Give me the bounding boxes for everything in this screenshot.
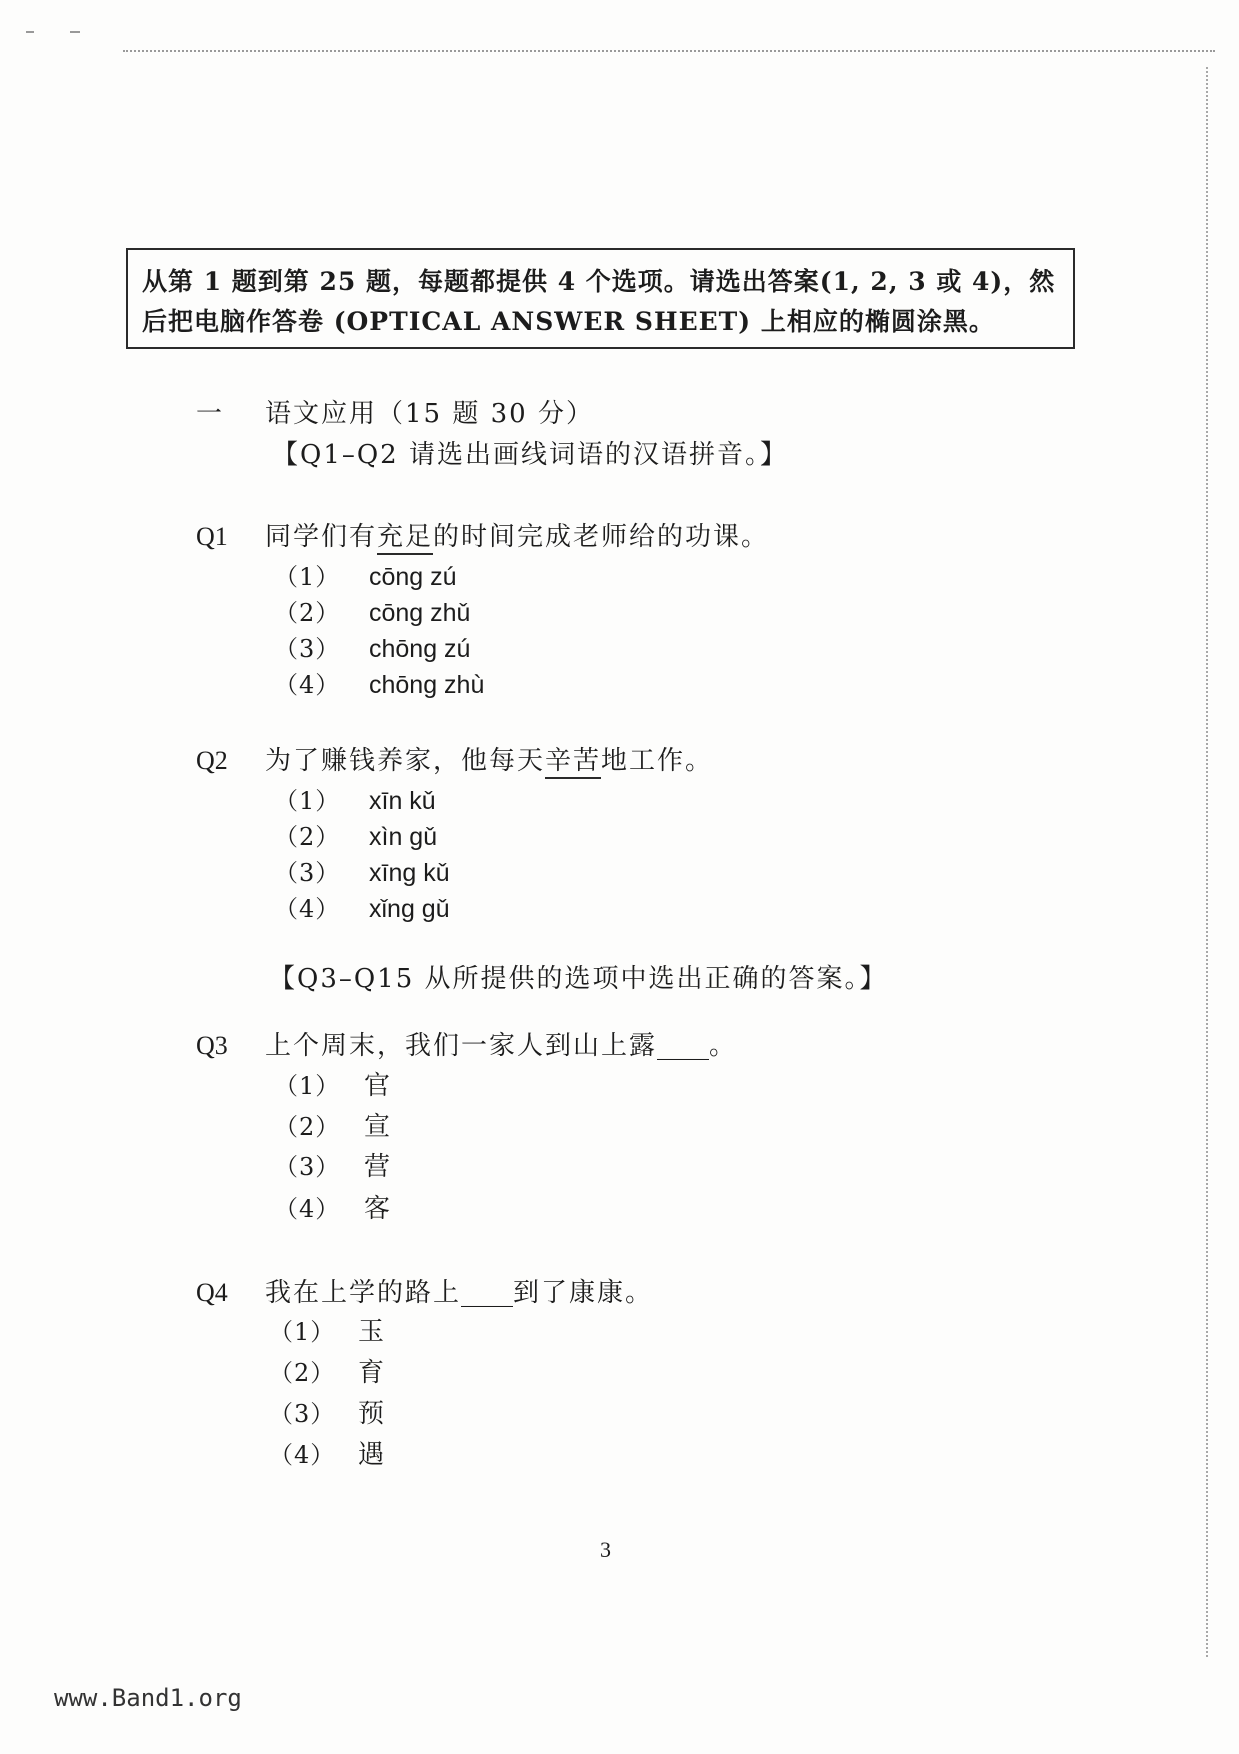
option-label: （3） — [274, 1153, 341, 1181]
option-label: （2） — [274, 599, 341, 627]
option-text: 宣 — [364, 1112, 391, 1142]
question-label: Q2 — [196, 746, 228, 775]
scan-mark — [70, 31, 80, 33]
option-label: （2） — [274, 1113, 341, 1141]
option-text: cōng zú — [369, 563, 457, 591]
instruction-box — [126, 248, 1075, 349]
underlined-word: 充足 — [377, 522, 433, 555]
question-label: Q4 — [196, 1278, 228, 1307]
footer-url: www.Band1.org — [54, 1684, 242, 1712]
option-text: xīn kǔ — [369, 787, 436, 815]
question-stem — [265, 1278, 653, 1308]
stem-text: 上个周末，我们一家人到山上露 — [265, 1031, 658, 1061]
sub-instruction: 【Q1–Q2 请选出画线词语的汉语拼音。】 — [272, 440, 788, 470]
option-text: 客 — [364, 1194, 391, 1224]
instruction-box-line: 后把电脑作答卷 (OPTICAL ANSWER SHEET) 上相应的椭圆涂黑。 — [142, 307, 995, 336]
option-label: （4） — [269, 1441, 336, 1469]
answer-blank: ____ — [461, 1278, 514, 1308]
option-text: chōng zhù — [369, 671, 485, 699]
option-text: 玉 — [358, 1317, 385, 1347]
option-label: （3） — [269, 1400, 336, 1428]
option-text: xǐng gǔ — [369, 895, 450, 923]
section-number: 一 — [196, 399, 225, 429]
option-text: xìn gǔ — [369, 823, 438, 851]
option-label: （1） — [274, 563, 341, 591]
option-text: xīng kǔ — [369, 859, 450, 887]
option-text: 官 — [364, 1071, 391, 1101]
question-stem — [265, 522, 769, 552]
question-label: Q1 — [196, 522, 228, 551]
section-title: 语文应用（15 题 30 分） — [265, 399, 594, 429]
option-text: 预 — [358, 1399, 385, 1429]
answer-blank: ____ — [657, 1031, 710, 1061]
scan-edge-top — [123, 50, 1215, 52]
scan-edge-right — [1206, 67, 1208, 1657]
option-label: （1） — [274, 1072, 341, 1100]
stem-text: 同学们有 — [265, 522, 378, 552]
option-label: （2） — [269, 1359, 336, 1387]
option-label: （4） — [274, 895, 341, 923]
underlined-word: 辛苦 — [545, 746, 601, 779]
option-text: 育 — [358, 1358, 385, 1388]
instruction-box-line: 从第 1 题到第 25 题，每题都提供 4 个选项。请选出答案(1, 2, 3 或 4)，然 — [142, 267, 1056, 296]
stem-text: 的时间完成老师给的功课。 — [433, 522, 770, 552]
sub-instruction: 【Q3–Q15 从所提供的选项中选出正确的答案。】 — [269, 964, 888, 994]
question-stem — [265, 1031, 737, 1061]
option-label: （2） — [274, 823, 341, 851]
option-label: （1） — [269, 1318, 336, 1346]
page-number: 3 — [600, 1537, 611, 1562]
stem-text: 地工作。 — [601, 746, 714, 776]
option-label: （4） — [274, 671, 341, 699]
question-stem — [265, 746, 713, 776]
stem-text: 。 — [709, 1031, 738, 1061]
option-text: cōng zhǔ — [369, 599, 471, 627]
stem-text: 我在上学的路上 — [265, 1278, 462, 1308]
stem-text: 到了康康。 — [513, 1278, 654, 1308]
option-text: chōng zú — [369, 635, 471, 663]
option-label: （4） — [274, 1195, 341, 1223]
option-text: 营 — [364, 1152, 391, 1182]
option-label: （3） — [274, 635, 341, 663]
option-label: （3） — [274, 859, 341, 887]
question-label: Q3 — [196, 1031, 228, 1060]
stem-text: 为了赚钱养家，他每天 — [265, 746, 546, 776]
scan-mark — [26, 31, 34, 33]
option-text: 遇 — [358, 1440, 385, 1470]
option-label: （1） — [274, 787, 341, 815]
